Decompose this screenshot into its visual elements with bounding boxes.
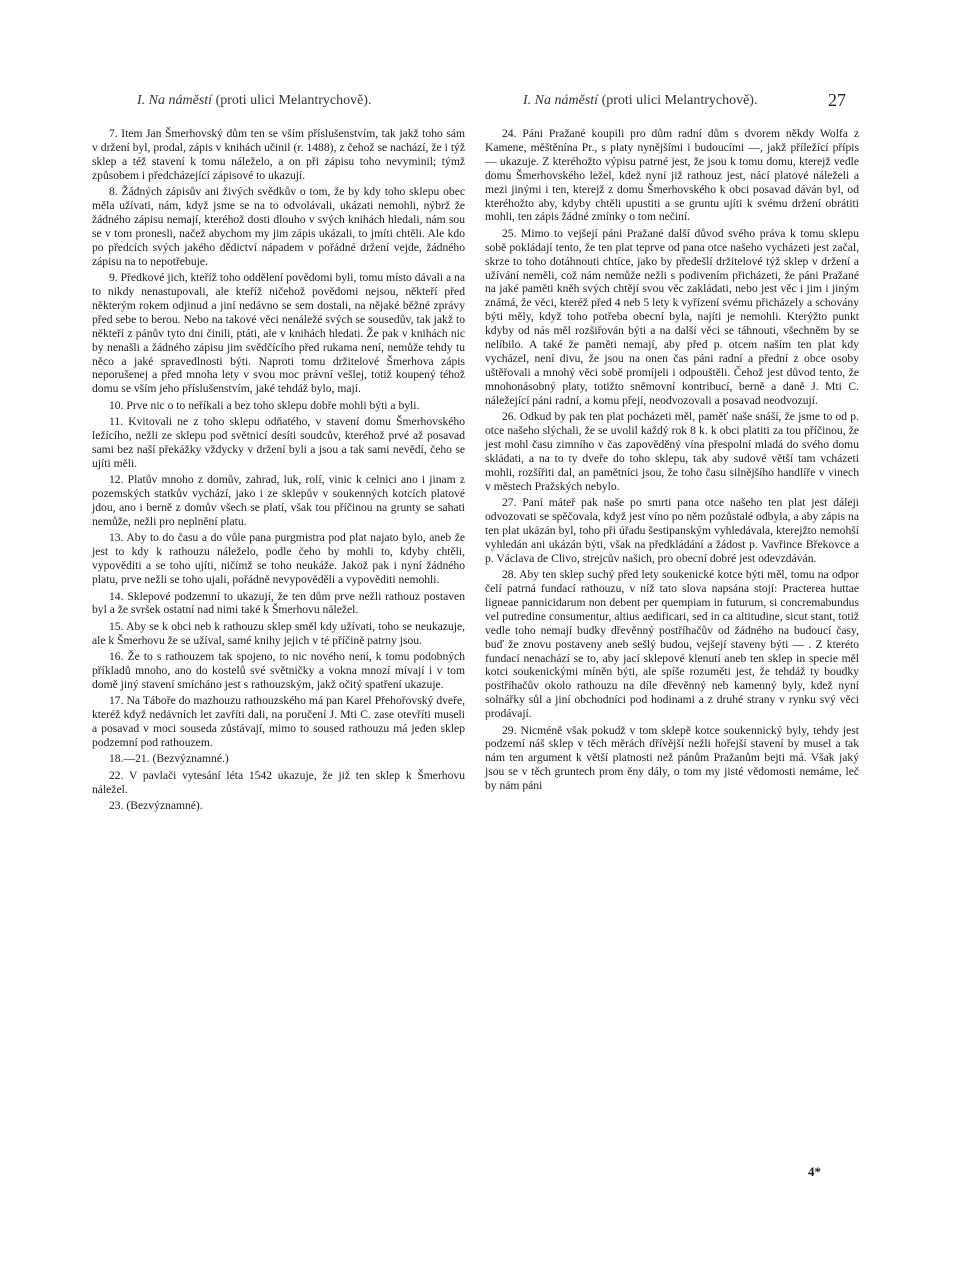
paragraph: 18.—21. (Bezvýznamné.) xyxy=(109,752,229,766)
paragraph: 16. Že to s rathouzem tak spojeno, to nic nového není, k tomu podobných příkladů mnoho, ano do kostelů své světničky a vokna mnozí mívají i v tom domě jiný stavení smícháno jest s rathouzským, jakž očitý spatření ukazuje. xyxy=(92,650,465,691)
paragraph: 15. Aby se k obci neb k rathouzu sklep směl kdy užívati, toho se neukazuje, ale k Šmerhovu že se užíval, samé knihy jejich v té příčině patrny jsou. xyxy=(92,619,465,647)
paragraph: 12. Platův mnoho z domův, zahrad, luk, rolí, vinic k celnici ano i jinam z pozemských statkův vychází, jako i ze sklepův v soukenných kotcích platové jdou, ano i berně z domův všech se platí, však tou příčinou na grunty se sahati nemůže, nežli pro neplnění platu. xyxy=(92,473,465,528)
paragraph: 28. Aby ten sklep suchý před lety soukenické kotce býti měl, tomu na odpor čelí patrná fundací rathouzu, v níž tato slova napsána stojí: Practerea huttae ligneae pannicidarum non debent per quempiam in futurum, si concremabundus vel putredine consumentur, altius aedificari, sed in ca altitudine, sicut stant, totiž vedle toho nemají budky dřevěnný postříhačův od žádného na budoucí časy, buď že znovu postaveny aneb sešlý budou, vejšejí staveny býti — . Z kteréto fundací nenachází se to, aby jací sklepové klenutí aneb ten sklep in specie měl kotci soukenickými míněn býti, ale spíše rozuměti jest, že tehdáž ty boudky postříhačův okolo rathouzu na díle dřevěnný neb kamenný byly, kdež nyní solnářky sůl a jiní obchodníci pod hodinami a z druhé strany v rynku svý věci prodávají. xyxy=(485,568,859,721)
paragraph: 14. Sklepové podzemní to ukazují, že ten dům prve nežli rathouz postaven byl a že svršek ostatní nad nimi také k Šmerhovu náležel. xyxy=(92,589,465,617)
header-place: I. Na náměstí xyxy=(137,93,213,108)
paragraph: 26. Odkud by pak ten plat pocházeti měl, paměť naše snáší, že jsme to od p. otce našeho slýchali, že se uvolil každý rok 8 k. k obci platiti za tou příčinou, že jest mohl času zimního v čas zapověděný vína přespolní mladá do svého domu skládati, a na to ty dveře do toho sklepu, tak aby sudové větší tam vcházeti mohli, rozšířiti dal, an pamětníci jsou, že toho času silnějšího handlíře v vinech v městech Pražských nebylo. xyxy=(485,410,859,493)
signature-mark: 4* xyxy=(808,1164,821,1179)
left-column xyxy=(92,127,465,816)
paragraph: 25. Mimo to vejšejí páni Pražané další důvod svého práva k tomu sklepu sobě pokládají tento, že ten plat teprve od pana otce našeho vycházeti jest začal, skrze to toho dotáhnouti chtíce, jako by předešlí držitelové týž sklep v držení a užívání neměli, což nám nemůže nežli s podivením přicházeti, že páni Pražané na jaké paměti kněh svých chtějí svou věc zakládati, nebo jest věc i jim i jiným známá, že věci, kteréž před 4 neb 5 lety k vyřízení svému přicházely a schovány býti měly, když toho potřeba obecní byla, najíti je nemohli. Kterýžto punkt kdyby od nás měl rozšiřován býti a na další věci se táhnouti, všechněm by se nelíbilo. A také že paměti nemají, aby před p. otcem naším ten plat kdy vycházel, není divu, že jsou na onen čas páni radní a přední z obce osoby uštěřovali a mnohý věci sobě promíjeli i odpouštěli. Čehož jest důvod tento, že mnohonásobný platy, totižto sněmovní kontribucí, berně a daně J. Mti C. náležející páni radní, a komu přejí, neodvozovali a posavad neodvozují. xyxy=(485,226,859,407)
paragraph: 29. Nicméně však pokudž v tom sklepě kotce soukennický byly, tehdy jest podzemí náš sklep v těch měrách dřívější nežli hořejší stavení by musel a tak nám ten argument k větší platnosti než pánům Pražanům bejti má. Však jaký jsou se v těch gruntech prom ěny dály, o tom my jisté vědomosti nemáme, leč by nám páni xyxy=(485,723,859,793)
paragraph: 9. Předkové jich, kteříž toho oddělení povědomi byli, tomu místo dávali a na to nikdy nenastupovali, ale kteříž ničehož povědomi nejsou, někteří před některým rokem odjinud a jiní nedávno se sem dostali, na nějaké běžné zprávy před sebe to berou. Nebo na takové věci nenáležé svých se sousedův, tak jakž to někteří z pánův tyto dni činili, ptáti, ale v knihách hledati. Že pak v knihách nic by nenašli a žádného zápisu jim svědčícího před rukama není, nemůže tehdy tu něco a jaké spravedlnosti býti. Naproti tomu držitelové Šmerhova zápis neporušenej a před mnoha lety v svou moc právní vešlej, totiž koupený téhož domu se vším jeho příslušenstvím, jaké tehdáž bylo, mají. xyxy=(92,271,465,396)
paragraph: 8. Žádných zápisův ani živých svědkův o tom, že by kdy toho sklepu obec měla užívati, nám, když jsme se na to odvolávali, ukázati nemohli, nýbrž že žádného zápisu nemají, kteréhož dosti dlouho v svých knihách hledali, nám sou se v tom pronesli, načež abychom my jim zápis ukázali, to jmíti chtěli. Ale kdo po předcích svých jakého dědictví nápadem v pořádné držení vejde, žádného zápisu na to nepotřebuje. xyxy=(92,185,465,268)
running-header-left xyxy=(137,93,371,109)
paragraph: 17. Na Táboře do mazhouzu rathouzského má pan Karel Přehořovský dveře, kteréž když nedávních let zavříti dali, na poručení J. Mti C. zase otevříti museli a posavad v moci souseda zůstávají, mimo to soused rathouzu má jeden sklep podzemní pod rathouzem. xyxy=(92,694,465,750)
header-rest: (proti ulici Melantrychově). xyxy=(601,93,758,108)
paragraph: 22. V pavlači vytesání léta 1542 ukazuje, že již ten sklep k Šmerhovu náležel. xyxy=(92,768,465,796)
header-rest: (proti ulici Melantrychově). xyxy=(215,93,372,108)
running-header-right xyxy=(523,93,757,109)
paragraph: 7. Item Jan Šmerhovský dům ten se vším příslušenstvím, tak jakž toho sám v držení byl, prodal, zápis v knihách učinil (r. 1488), z čehož se nachází, že i týž sklep a též stavení k tomu náleželo, a on při zápisu toho nevyminil; týmž způsobem i předcházející zápisové to ukazují. xyxy=(92,127,465,182)
paragraph: 13. Aby to do času a do vůle pana purgmistra pod plat najato bylo, aneb že jest to kdy k rathouzu náleželo, podle čeho by mohli to, kdyby chtěli, vypověditi a se toho ujíti, ničímž se toho neukáže. Jakož pak i nyní žádného platu, prve nežli se toho ujali, pořádně nevypověděli a vypověditi nemohli. xyxy=(92,531,465,587)
page-number: 27 xyxy=(828,90,846,110)
paragraph: 10. Prve nic o to neříkali a bez toho sklepu dobře mohli býti a byli. xyxy=(109,398,420,412)
paragraph: 24. Páni Pražané koupili pro dům radní dům s dvorem někdy Wolfa z Kamene, měštěnína Pr., s platy nynějšími i budoucími —, jakž příležící přípis — ukazuje. Z kteréhožto výpisu patrné jest, že jsou k tomu domu, kterejž vedle domu Šmerhovského ležel, kdež nyní již rathouz jest, nácí platové náleželi a mezi jinými i ten, kterejž z domu Šmerhovského k obci posavad dáván byl, od kteréhožto aby, kdyby chtěli upustiti a se gruntu ujíti k svému držení obrátiti mohli, ten zápis žádné zmínky o tom nečiní. xyxy=(485,127,859,224)
right-column xyxy=(485,127,859,796)
paragraph: 23. (Bezvýznamné). xyxy=(109,799,203,813)
header-place: I. Na náměstí xyxy=(523,93,599,108)
paragraph: 11. Kvitovali ne z toho sklepu odňatého, v stavení domu Šmerhovského ležícího, nežli ze sklepu pod světnicí desíti soudcův, kteréhož prvé až posavad sami bez naší překážky vždycky v držení byli a jsou a tak sami nevědí, čeho se ujíti měli. xyxy=(92,415,465,470)
paragraph: 27. Paní máteř pak naše po smrti pana otce našeho ten plat jest dáleji odvozovati se spěčovala, když jest víno po něm pozůstalé odbyla, a aby zápis na ten plat ukázán byl, toho při úřadu šestipanským vyhledávala, kterejžto nemohší vyhledán ani ukázán býti, však na předkládání a žádost p. Vavřince Břekovce a p. Václava de Clivo, strejcův našich, pro obecní dobré jest odevzdáván. xyxy=(485,496,859,565)
